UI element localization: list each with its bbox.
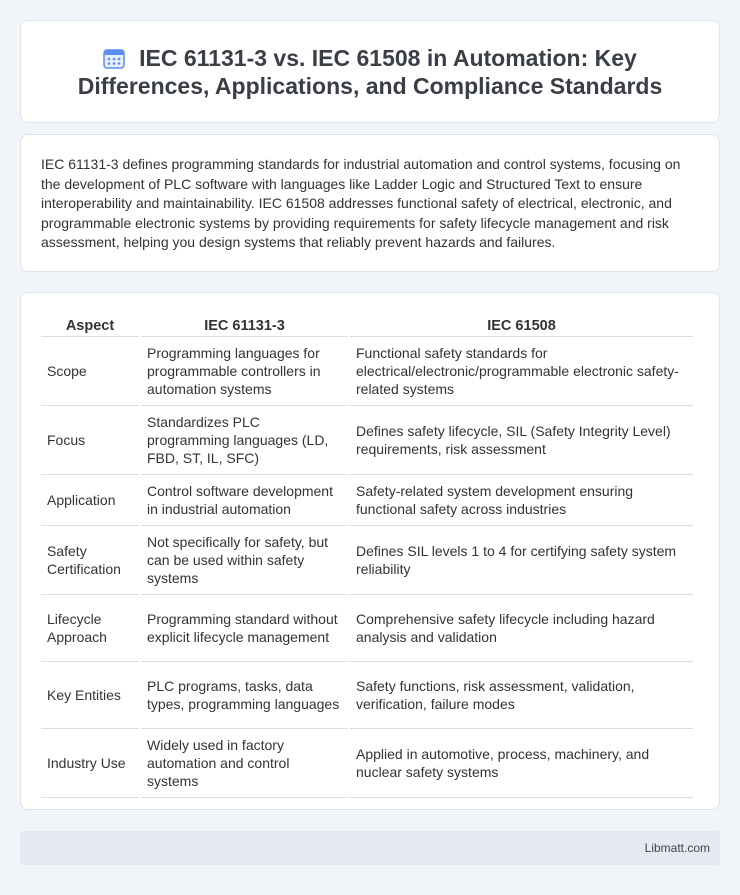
calendar-icon xyxy=(103,47,125,69)
footer xyxy=(20,831,720,865)
cell-iec-61508: Functional safety standards for electrical/electronic/programmable electronic safety-related systems xyxy=(350,337,693,406)
cell-iec-61131-3: Widely used in factory automation and control systems xyxy=(141,729,348,798)
cell-aspect: Focus xyxy=(41,406,139,475)
table-row xyxy=(41,662,693,729)
cell-iec-61131-3: Standardizes PLC programming languages (LD, FBD, ST, IL, SFC) xyxy=(141,406,348,475)
header-iec-61131-3: IEC 61131-3 xyxy=(141,313,348,337)
cell-iec-61131-3: Programming standard without explicit lifecycle management xyxy=(141,595,348,662)
cell-aspect: Lifecycle Approach xyxy=(41,595,139,662)
cell-iec-61508: Safety functions, risk assessment, validation, verification, failure modes xyxy=(350,662,693,729)
table-row xyxy=(41,595,693,662)
intro-card xyxy=(20,134,720,272)
table-row xyxy=(41,406,693,475)
cell-iec-61131-3: PLC programs, tasks, data types, programming languages xyxy=(141,662,348,729)
cell-aspect: Industry Use xyxy=(41,729,139,798)
table-row xyxy=(41,526,693,595)
cell-iec-61508: Defines SIL levels 1 to 4 for certifying safety system reliability xyxy=(350,526,693,595)
comparison-table xyxy=(39,313,695,798)
cell-iec-61508: Applied in automotive, process, machinery, and nuclear safety systems xyxy=(350,729,693,798)
table-header-row xyxy=(41,313,693,337)
table-row xyxy=(41,475,693,526)
cell-aspect: Scope xyxy=(41,337,139,406)
cell-iec-61508: Comprehensive safety lifecycle including hazard analysis and validation xyxy=(350,595,693,662)
header-iec-61508: IEC 61508 xyxy=(350,313,693,337)
page-title-text: IEC 61131-3 vs. IEC 61508 in Automation: Key Differences, Applications, and Compliance Standards xyxy=(77,44,663,99)
table-row xyxy=(41,337,693,406)
table-row xyxy=(41,729,693,798)
cell-iec-61508: Safety-related system development ensuring functional safety across industries xyxy=(350,475,693,526)
cell-iec-61131-3: Programming languages for programmable controllers in automation systems xyxy=(141,337,348,406)
page-title xyxy=(21,44,719,100)
cell-iec-61131-3: Control software development in industrial automation xyxy=(141,475,348,526)
cell-aspect: Application xyxy=(41,475,139,526)
header-aspect: Aspect xyxy=(41,313,139,337)
comparison-table-card xyxy=(20,292,720,810)
cell-aspect: Key Entities xyxy=(41,662,139,729)
footer-site-link[interactable]: Libmatt.com xyxy=(644,841,710,855)
intro-paragraph: IEC 61131-3 defines programming standards for industrial automation and control systems, focusing on the development of PLC software with languages like Ladder Logic and Structured Text to ensure interoperability and maintainability. IEC 61508 addresses functional safety of electrical, electronic, and programmable electronic systems by providing requirements for safety lifecycle management and risk assessment, helping you design systems that reliably prevent hazards and failures. xyxy=(41,156,681,250)
title-card xyxy=(20,20,720,123)
cell-iec-61131-3: Not specifically for safety, but can be used within safety systems xyxy=(141,526,348,595)
cell-iec-61508: Defines safety lifecycle, SIL (Safety Integrity Level) requirements, risk assessment xyxy=(350,406,693,475)
cell-aspect: Safety Certification xyxy=(41,526,139,595)
